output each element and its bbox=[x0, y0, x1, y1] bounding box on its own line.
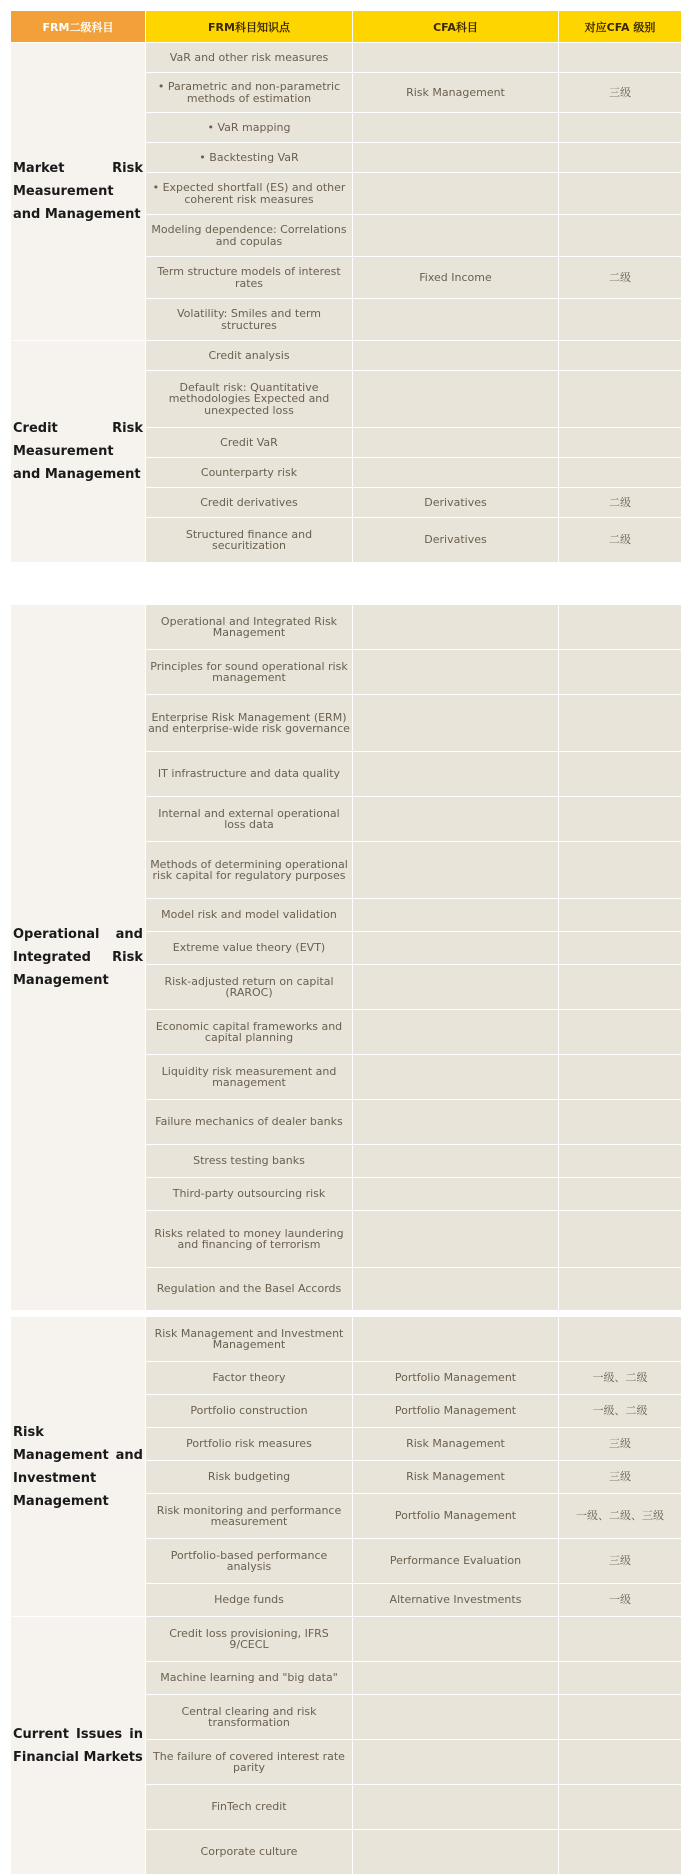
cfa-subject-cell bbox=[353, 695, 559, 752]
frm-topic-cell: Regulation and the Basel Accords bbox=[146, 1268, 353, 1311]
table-row bbox=[11, 1317, 682, 1362]
cfa-level-cell bbox=[559, 173, 682, 215]
cfa-subject-cell bbox=[353, 299, 559, 341]
header-frm-subject: FRM二级科目 bbox=[11, 11, 146, 43]
frm-subject-cell: Credit Risk Measurement and Management bbox=[11, 341, 146, 563]
cfa-subject-cell: Portfolio Management bbox=[353, 1494, 559, 1539]
cfa-level-cell bbox=[559, 965, 682, 1010]
frm-topic-cell: Credit VaR bbox=[146, 428, 353, 458]
cfa-subject-cell bbox=[353, 215, 559, 257]
frm-topic-cell: Central clearing and risk transformation bbox=[146, 1695, 353, 1740]
frm-topic-cell: Third-party outsourcing risk bbox=[146, 1178, 353, 1211]
frm-topic-cell: Internal and external operational loss data bbox=[146, 797, 353, 842]
frm-topic-cell: Machine learning and "big data" bbox=[146, 1662, 353, 1695]
cfa-subject-cell bbox=[353, 341, 559, 371]
table-row bbox=[11, 341, 682, 371]
frm-topic-cell: Economic capital frameworks and capital planning bbox=[146, 1010, 353, 1055]
table-row bbox=[11, 605, 682, 650]
cfa-level-cell bbox=[559, 695, 682, 752]
frm-topic-cell: Methods of determining operational risk capital for regulatory purposes bbox=[146, 842, 353, 899]
cfa-subject-cell bbox=[353, 797, 559, 842]
cfa-level-cell bbox=[559, 371, 682, 428]
frm-topic-cell: Risk budgeting bbox=[146, 1461, 353, 1494]
cfa-level-cell bbox=[559, 1145, 682, 1178]
cfa-level-cell bbox=[559, 899, 682, 932]
cfa-subject-cell bbox=[353, 113, 559, 143]
frm-topic-cell: FinTech credit bbox=[146, 1785, 353, 1830]
cfa-level-cell bbox=[559, 842, 682, 899]
cfa-subject-cell: Fixed Income bbox=[353, 257, 559, 299]
cfa-subject-cell bbox=[353, 458, 559, 488]
cfa-level-cell: 三级 bbox=[559, 73, 682, 113]
header-frm-topic: FRM科目知识点 bbox=[146, 11, 353, 43]
cfa-level-cell bbox=[559, 458, 682, 488]
cfa-level-cell bbox=[559, 1695, 682, 1740]
frm-topic-cell: Counterparty risk bbox=[146, 458, 353, 488]
cfa-subject-cell bbox=[353, 965, 559, 1010]
cfa-level-cell bbox=[559, 1617, 682, 1662]
cfa-level-cell: 一级 bbox=[559, 1584, 682, 1617]
cfa-subject-cell: Portfolio Management bbox=[353, 1395, 559, 1428]
cfa-level-cell bbox=[559, 341, 682, 371]
frm-topic-cell: Structured finance and securitization bbox=[146, 518, 353, 563]
cfa-level-cell bbox=[559, 1785, 682, 1830]
cfa-level-cell bbox=[559, 1178, 682, 1211]
cfa-subject-cell bbox=[353, 1145, 559, 1178]
cfa-subject-cell: Derivatives bbox=[353, 488, 559, 518]
cfa-subject-cell bbox=[353, 173, 559, 215]
cfa-level-cell: 三级 bbox=[559, 1461, 682, 1494]
frm-topic-cell: • Expected shortfall (ES) and other coherent risk measures bbox=[146, 173, 353, 215]
frm-topic-cell: Credit loss provisioning, IFRS 9/CECL bbox=[146, 1617, 353, 1662]
cfa-level-cell bbox=[559, 650, 682, 695]
cfa-level-cell bbox=[559, 1100, 682, 1145]
cfa-level-cell: 二级 bbox=[559, 488, 682, 518]
cfa-subject-cell bbox=[353, 428, 559, 458]
header-cfa-level: 对应CFA 级别 bbox=[559, 11, 682, 43]
header-row bbox=[11, 11, 682, 43]
frm-topic-cell: Operational and Integrated Risk Management bbox=[146, 605, 353, 650]
cfa-subject-cell bbox=[353, 1830, 559, 1875]
frm-topic-cell: The failure of covered interest rate parity bbox=[146, 1740, 353, 1785]
cfa-subject-cell: Performance Evaluation bbox=[353, 1539, 559, 1584]
cfa-subject-cell bbox=[353, 1785, 559, 1830]
cfa-level-cell bbox=[559, 1211, 682, 1268]
frm-subject-cell: Market Risk Measurement and Management bbox=[11, 43, 146, 341]
cfa-subject-cell bbox=[353, 1268, 559, 1311]
frm-topic-cell: • VaR mapping bbox=[146, 113, 353, 143]
frm-topic-cell: Credit derivatives bbox=[146, 488, 353, 518]
cfa-level-cell: 一级、二级 bbox=[559, 1362, 682, 1395]
cfa-subject-cell bbox=[353, 842, 559, 899]
cfa-subject-cell bbox=[353, 1055, 559, 1100]
frm-topic-cell: Stress testing banks bbox=[146, 1145, 353, 1178]
cfa-level-cell bbox=[559, 143, 682, 173]
cfa-subject-cell: Risk Management bbox=[353, 1428, 559, 1461]
frm-topic-cell: Risk monitoring and performance measurement bbox=[146, 1494, 353, 1539]
cfa-level-cell bbox=[559, 1662, 682, 1695]
frm-topic-cell: Term structure models of interest rates bbox=[146, 257, 353, 299]
cfa-subject-cell bbox=[353, 1695, 559, 1740]
cfa-level-cell bbox=[559, 43, 682, 73]
cfa-subject-cell bbox=[353, 605, 559, 650]
cfa-level-cell bbox=[559, 797, 682, 842]
frm-topic-cell: Corporate culture bbox=[146, 1830, 353, 1875]
frm-topic-cell: Hedge funds bbox=[146, 1584, 353, 1617]
table-row bbox=[11, 43, 682, 73]
frm-topic-cell: Enterprise Risk Management (ERM) and enterprise-wide risk governance bbox=[146, 695, 353, 752]
cfa-level-cell bbox=[559, 605, 682, 650]
cfa-level-cell bbox=[559, 215, 682, 257]
frm-topic-cell: IT infrastructure and data quality bbox=[146, 752, 353, 797]
cfa-subject-cell bbox=[353, 1317, 559, 1362]
frm-topic-cell: Factor theory bbox=[146, 1362, 353, 1395]
curriculum-table-part-1 bbox=[10, 10, 682, 563]
cfa-level-cell bbox=[559, 428, 682, 458]
frm-topic-cell: Extreme value theory (EVT) bbox=[146, 932, 353, 965]
cfa-level-cell bbox=[559, 1317, 682, 1362]
frm-topic-cell: Risk-adjusted return on capital (RAROC) bbox=[146, 965, 353, 1010]
cfa-level-cell bbox=[559, 299, 682, 341]
cfa-level-cell: 三级 bbox=[559, 1539, 682, 1584]
cfa-subject-cell bbox=[353, 1100, 559, 1145]
cfa-level-cell bbox=[559, 1010, 682, 1055]
frm-subject-cell: Operational and Integrated Risk Management bbox=[11, 605, 146, 1311]
cfa-level-cell bbox=[559, 1268, 682, 1311]
cfa-subject-cell bbox=[353, 899, 559, 932]
frm-topic-cell: Failure mechanics of dealer banks bbox=[146, 1100, 353, 1145]
frm-subject-cell: Risk Management and Investment Management bbox=[11, 1317, 146, 1617]
frm-topic-cell: Portfolio construction bbox=[146, 1395, 353, 1428]
cfa-level-cell bbox=[559, 113, 682, 143]
frm-topic-cell: Risk Management and Investment Management bbox=[146, 1317, 353, 1362]
header-cfa-subject: CFA科目 bbox=[353, 11, 559, 43]
curriculum-table-part-2 bbox=[10, 604, 682, 1311]
frm-topic-cell: Default risk: Quantitative methodologies Expected and unexpected loss bbox=[146, 371, 353, 428]
frm-topic-cell: • Backtesting VaR bbox=[146, 143, 353, 173]
frm-topic-cell: VaR and other risk measures bbox=[146, 43, 353, 73]
frm-subject-cell: Current Issues in Financial Markets bbox=[11, 1617, 146, 1875]
cfa-subject-cell bbox=[353, 1211, 559, 1268]
cfa-level-cell: 三级 bbox=[559, 1428, 682, 1461]
frm-topic-cell: Principles for sound operational risk management bbox=[146, 650, 353, 695]
cfa-subject-cell bbox=[353, 143, 559, 173]
cfa-subject-cell: Risk Management bbox=[353, 1461, 559, 1494]
cfa-level-cell: 二级 bbox=[559, 257, 682, 299]
frm-topic-cell: Modeling dependence: Correlations and copulas bbox=[146, 215, 353, 257]
cfa-subject-cell: Alternative Investments bbox=[353, 1584, 559, 1617]
cfa-level-cell bbox=[559, 1055, 682, 1100]
cfa-level-cell bbox=[559, 1740, 682, 1785]
cfa-subject-cell bbox=[353, 371, 559, 428]
cfa-subject-cell bbox=[353, 1662, 559, 1695]
frm-topic-cell: Volatility: Smiles and term structures bbox=[146, 299, 353, 341]
frm-topic-cell: Model risk and model validation bbox=[146, 899, 353, 932]
cfa-subject-cell bbox=[353, 1178, 559, 1211]
cfa-subject-cell bbox=[353, 1617, 559, 1662]
cfa-subject-cell bbox=[353, 932, 559, 965]
cfa-level-cell bbox=[559, 752, 682, 797]
cfa-subject-cell bbox=[353, 650, 559, 695]
table-row bbox=[11, 1617, 682, 1662]
cfa-subject-cell bbox=[353, 1010, 559, 1055]
frm-topic-cell: Risks related to money laundering and financing of terrorism bbox=[146, 1211, 353, 1268]
cfa-subject-cell bbox=[353, 1740, 559, 1785]
frm-topic-cell: Credit analysis bbox=[146, 341, 353, 371]
cfa-subject-cell bbox=[353, 752, 559, 797]
frm-topic-cell: • Parametric and non-parametric methods of estimation bbox=[146, 73, 353, 113]
curriculum-table-part-3 bbox=[10, 1316, 682, 1875]
cfa-subject-cell: Risk Management bbox=[353, 73, 559, 113]
cfa-level-cell bbox=[559, 932, 682, 965]
cfa-level-cell: 二级 bbox=[559, 518, 682, 563]
cfa-level-cell: 一级、二级 bbox=[559, 1395, 682, 1428]
frm-topic-cell: Liquidity risk measurement and management bbox=[146, 1055, 353, 1100]
frm-topic-cell: Portfolio risk measures bbox=[146, 1428, 353, 1461]
cfa-subject-cell bbox=[353, 43, 559, 73]
cfa-subject-cell: Portfolio Management bbox=[353, 1362, 559, 1395]
cfa-level-cell: 一级、二级、三级 bbox=[559, 1494, 682, 1539]
cfa-subject-cell: Derivatives bbox=[353, 518, 559, 563]
cfa-level-cell bbox=[559, 1830, 682, 1875]
frm-topic-cell: Portfolio-based performance analysis bbox=[146, 1539, 353, 1584]
